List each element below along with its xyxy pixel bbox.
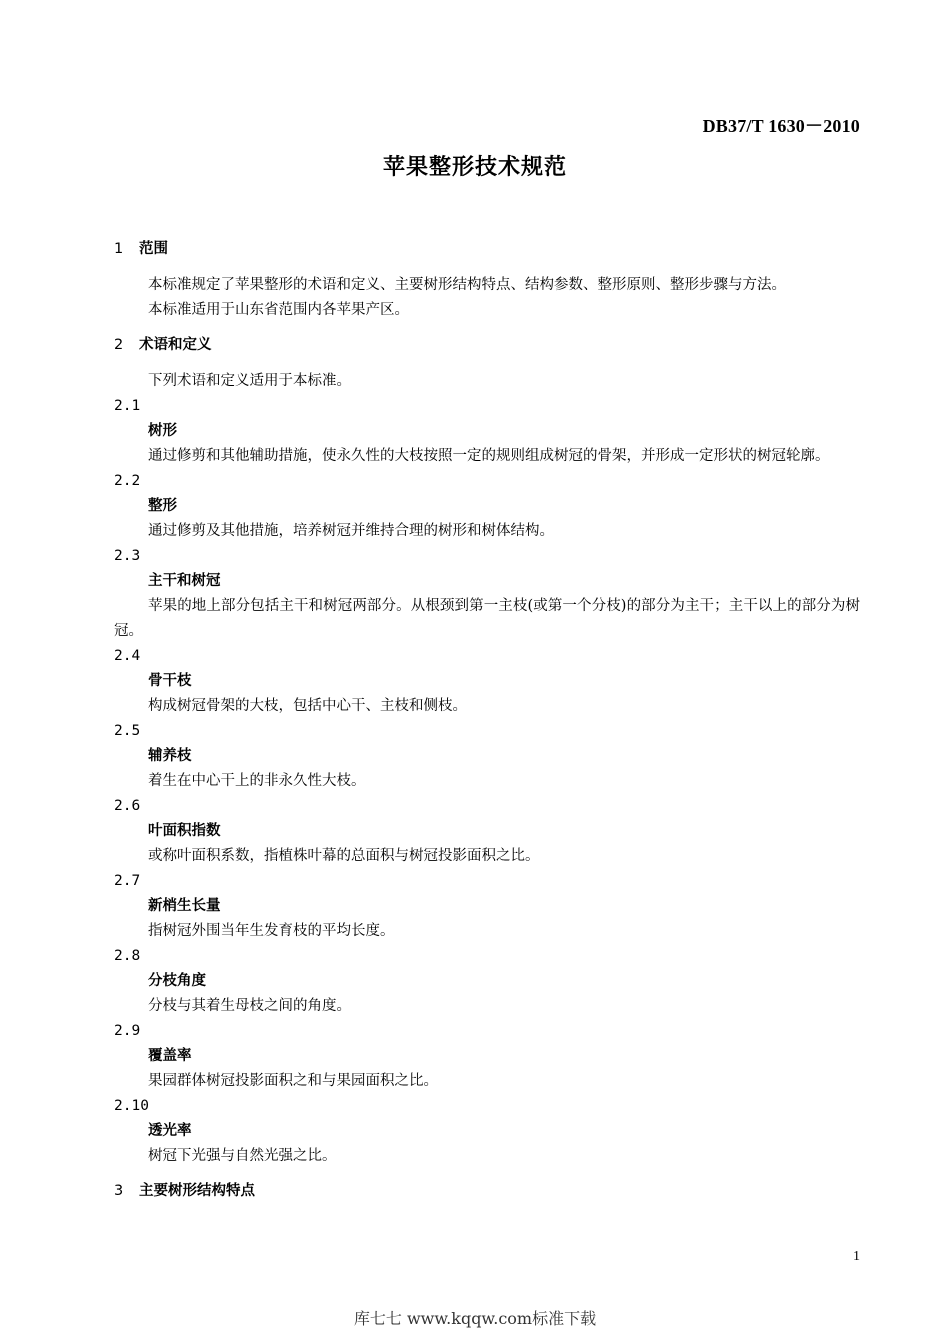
- term-definition: 树冠下光强与自然光强之比。: [148, 1148, 337, 1164]
- clause-number: 2.9: [114, 1023, 141, 1039]
- section-title: 主要树形结构特点: [139, 1183, 255, 1199]
- clause-number: 2.2: [114, 473, 141, 489]
- term-name: 树形: [148, 423, 177, 439]
- clause-number: 2.3: [114, 548, 141, 564]
- term-name: 骨干枝: [148, 673, 192, 689]
- term-definition: 苹果的地上部分包括主干和树冠两部分。从根颈到第一主枝(或第一个分枝)的部分为主干；主干以上的部分为树冠。: [114, 598, 860, 639]
- paragraph: 本标准适用于山东省范围内各苹果产区。: [148, 302, 409, 318]
- clause-number: 2.8: [114, 948, 141, 964]
- section-heading-tree-structure: [114, 1177, 860, 1205]
- clause-number: 2.7: [114, 873, 141, 889]
- term-name: 主干和树冠: [148, 573, 221, 589]
- clause-number: 2.10: [114, 1098, 149, 1114]
- term-name: 分枝角度: [148, 973, 206, 989]
- clause-number: 2.5: [114, 723, 141, 739]
- section-title: 范围: [139, 241, 168, 257]
- section-number: 3: [114, 1183, 124, 1199]
- section-title: 术语和定义: [139, 337, 212, 353]
- term-definition: 构成树冠骨架的大枝，包括中心干、主枝和侧枝。: [148, 698, 467, 714]
- section-number: 1: [114, 241, 124, 257]
- term-name: 透光率: [148, 1123, 192, 1139]
- clause-number: 2.6: [114, 798, 141, 814]
- clause-number: 2.1: [114, 398, 141, 414]
- page-number: 1: [853, 1249, 860, 1264]
- section-number: 2: [114, 337, 124, 353]
- term-name: 新梢生长量: [148, 898, 221, 914]
- paragraph: 下列术语和定义适用于本标准。: [148, 373, 351, 389]
- section-heading-scope: [114, 235, 860, 263]
- section-heading-terms: [114, 331, 860, 359]
- document-body: [114, 235, 860, 1205]
- term-definition: 分枝与其着生母枝之间的角度。: [148, 998, 351, 1014]
- term-name: 整形: [148, 498, 177, 514]
- document-title: 苹果整形技术规范: [382, 155, 567, 180]
- term-name: 辅养枝: [148, 748, 192, 764]
- term-definition: 或称叶面积系数，指植株叶幕的总面积与树冠投影面积之比。: [148, 848, 540, 864]
- term-definition: 着生在中心干上的非永久性大枝。: [148, 773, 366, 789]
- paragraph: 本标准规定了苹果整形的术语和定义、主要树形结构特点、结构参数、整形原则、整形步骤与方法。: [148, 277, 786, 293]
- standard-code: DB37/T 1630－2010: [702, 116, 860, 136]
- term-definition: 通过修剪和其他辅助措施，使永久性的大枝按照一定的规则组成树冠的骨架，并形成一定形状的树冠轮廓。: [148, 448, 830, 464]
- term-definition: 指树冠外围当年生发育枝的平均长度。: [148, 923, 395, 939]
- clause-number: 2.4: [114, 648, 141, 664]
- term-name: 叶面积指数: [148, 823, 221, 839]
- term-definition: 通过修剪及其他措施，培养树冠并维持合理的树形和树体结构。: [148, 523, 554, 539]
- term-definition: 果园群体树冠投影面积之和与果园面积之比。: [148, 1073, 438, 1089]
- download-watermark: 库七七 www.kqqw.com标准下载: [353, 1309, 597, 1328]
- term-name: 覆盖率: [148, 1048, 192, 1064]
